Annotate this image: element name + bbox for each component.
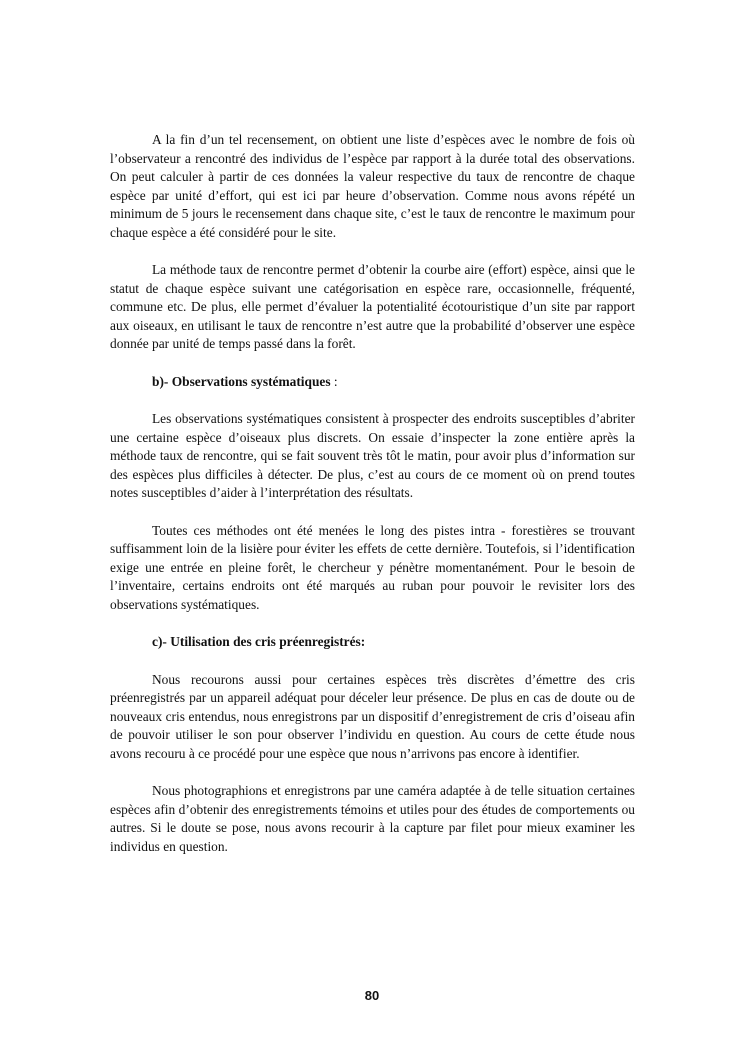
paragraph-prerecorded-calls: Nous recourons aussi pour certaines espèces très discrètes d’émettre des cris préenregistrés par un appareil adéquat pour déceler leur présence. De plus en cas de doute ou de nouveaux cris entendus, nous enregistrons par un dispositif d’enregistrement de cris d’oiseau afin de pouvoir utiliser le son pour observer l’individu en question. Au cours de cette étude nous avons recouru à ce procédé pour une espèce que nous n’arrivons pas encore à identifier. xyxy=(110,671,635,761)
paragraph-photography-recording: Nous photographions et enregistrons par une caméra adaptée à de telle situation certaines espèces afin d’obtenir des enregistrements témoins et utiles pour des études de comportements ou autres. Si le doute se pose, nous avons recourir à la capture par filet pour mieux examiner les individus en question. xyxy=(110,783,635,854)
page-body xyxy=(110,131,635,875)
section-heading-systematic-observations xyxy=(110,373,635,392)
page-number: 80 xyxy=(364,988,380,1003)
section-heading-prerecorded-calls xyxy=(110,633,635,652)
paragraph-forest-tracks: Toutes ces méthodes ont été menées le long des pistes intra - forestières se trouvant suffisamment loin de la lisière pour éviter les effets de cette dernière. Toutefois, si l’identification exige une entrée en pleine forêt, le chercheur y pénètre momentanément. Pour le besoin de l’inventaire, certains endroits ont été marqués au ruban pour pouvoir le revisiter lors des observations systématiques. xyxy=(110,522,635,612)
section-heading-systematic-observations-suffix: : xyxy=(330,373,338,389)
section-heading-prerecorded-calls-text: c)- Utilisation des cris préenregistrés: xyxy=(152,634,366,649)
paragraph-census-results: A la fin d’un tel recensement, on obtient une liste d’espèces avec le nombre de fois où l’observateur a rencontré des individus de l’espèce par rapport à la durée total des observations. On peut calculer à partir de ces données la valeur respective du taux de rencontre de chaque espèce par unité d’effort, qui est ici par heure d’observation. Comme nous avons répété un minimum de 5 jours le recensement dans chaque site, c’est le taux de rencontre le maximum pour chaque espèce a été considéré pour le site. xyxy=(110,132,635,240)
paragraph-systematic-observations: Les observations systématiques consistent à prospecter des endroits susceptibles d’abriter une certaine espèce d’oiseaux plus discrets. On essaie d’inspecter la zone entière après la méthode taux de rencontre, qui se fait souvent très tôt le matin, pour avoir plus d’information sur des espèces plus difficiles à détecter. De plus, c’est au cours de ce moment où on prend toutes notes susceptibles d’aider à l’interprétation des résultats. xyxy=(110,411,635,500)
section-heading-systematic-observations-text: b)- Observations systématiques xyxy=(152,373,331,389)
paragraph-encounter-rate-method: La méthode taux de rencontre permet d’obtenir la courbe aire (effort) espèce, ainsi que le statut de chaque espèce suivant une catégorisation en espèce rare, occasionnelle, fréquenté, commune etc. De plus, elle permet d’évaluer la potentialité écotouristique d’un site par rapport aux oiseaux, en utilisant le taux de rencontre n’est autre que la probabilité d’observer une espèce donnée par unité de temps passé dans la forêt. xyxy=(110,262,635,351)
